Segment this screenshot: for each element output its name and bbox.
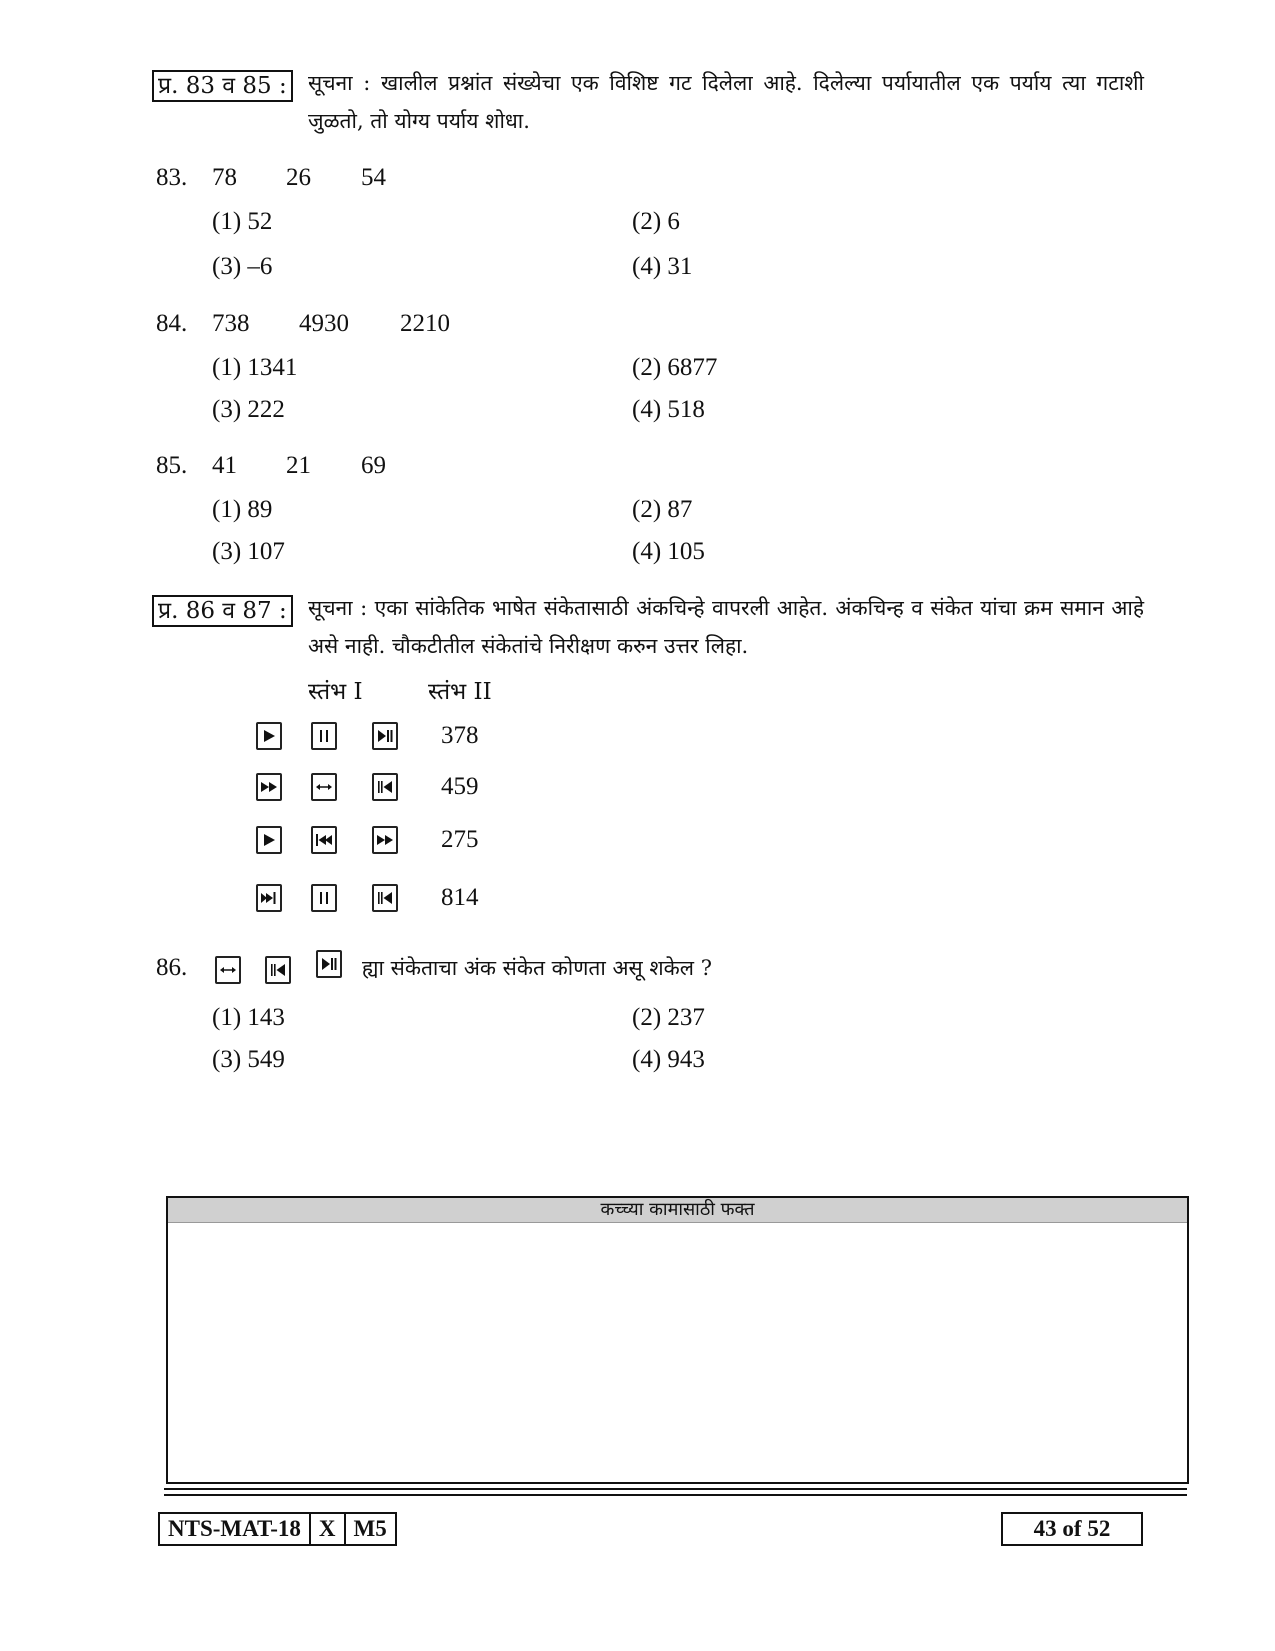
series-term: 41 [212,452,237,479]
code-value: 814 [441,884,479,911]
question-number: 85. [156,452,188,479]
medium: M5 [353,1516,387,1541]
question-number: 83. [156,164,188,191]
question-number: 86. [156,954,188,981]
code-value: 459 [441,773,479,800]
option[interactable]: (1) 143 [212,1004,285,1031]
instruction-label: प्र. 86 व 87 : [152,595,293,627]
fast-forward-icon [256,773,282,801]
instruction-text: सूचना : खालील प्रश्नांत संख्येचा एक विशिष्ट गट दिलेला आहे. दिलेल्या पर्यायातील एक पर्याय त्या गटाशी जुळतो, तो योग्य पर्याय शोधा. [308,71,1144,133]
page-number-box [1001,1512,1143,1546]
play-pause-icon [316,950,342,978]
standard: X [311,1514,346,1544]
skip-forward-icon [256,884,282,912]
series-term: 21 [286,452,311,479]
divider [164,1494,1187,1496]
fast-forward-icon [372,826,398,854]
question-text: ह्या संकेताचा अंक संकेत कोणता असू शकेल ? [362,956,712,980]
skip-back-icon [265,956,291,984]
question-number: 84. [156,310,188,337]
series-term: 69 [361,452,386,479]
series-term: 2210 [400,310,450,337]
skip-back-icon [372,773,398,801]
pause-icon [311,722,337,750]
skip-back-icon [372,884,398,912]
left-right-arrow-icon [311,773,337,801]
option[interactable]: (4) 943 [632,1046,705,1073]
pause-icon [311,884,337,912]
series-term: 4930 [299,310,349,337]
series-term: 54 [361,164,386,191]
play-icon [256,826,282,854]
exam-code-box [158,1512,397,1546]
option[interactable]: (4) 518 [632,396,705,423]
code-value: 275 [441,826,479,853]
page-number: 43 of 52 [1033,1516,1111,1541]
option[interactable]: (3) –6 [212,253,273,280]
option[interactable]: (2) 87 [632,496,693,523]
play-icon [256,722,282,750]
instruction-text: सूचना : एका सांकेतिक भाषेत संकेतासाठी अंकचिन्हे वापरली आहेत. अंकचिन्ह व संकेत यांचा क्रम समान आहे असे नाही. चौकटीतील संकेतांचे निरीक्षण करुन उत्तर लिहा. [308,596,1144,658]
option[interactable]: (4) 31 [632,253,693,280]
instruction-label: प्र. 83 व 85 : [152,70,293,102]
option[interactable]: (4) 105 [632,538,705,565]
option[interactable]: (2) 237 [632,1004,705,1031]
column-header: स्तंभ I [308,679,363,705]
rewind-icon [311,826,337,854]
divider [164,1488,1187,1490]
play-pause-icon [372,722,398,750]
option[interactable]: (3) 107 [212,538,285,565]
option[interactable]: (3) 222 [212,396,285,423]
series-term: 78 [212,164,237,191]
code-value: 378 [441,722,479,749]
series-term: 738 [212,310,250,337]
option[interactable]: (2) 6 [632,208,680,235]
column-header: स्तंभ II [428,679,492,705]
rough-work-title: कच्च्या कामासाठी फक्त [168,1198,1187,1223]
option[interactable]: (1) 89 [212,496,273,523]
left-right-arrow-icon [215,956,241,984]
series-term: 26 [286,164,311,191]
option[interactable]: (1) 52 [212,208,273,235]
option[interactable]: (1) 1341 [212,354,298,381]
option[interactable]: (3) 549 [212,1046,285,1073]
exam-code: NTS-MAT-18 [160,1514,311,1544]
rough-work-box[interactable] [166,1196,1189,1484]
option[interactable]: (2) 6877 [632,354,718,381]
